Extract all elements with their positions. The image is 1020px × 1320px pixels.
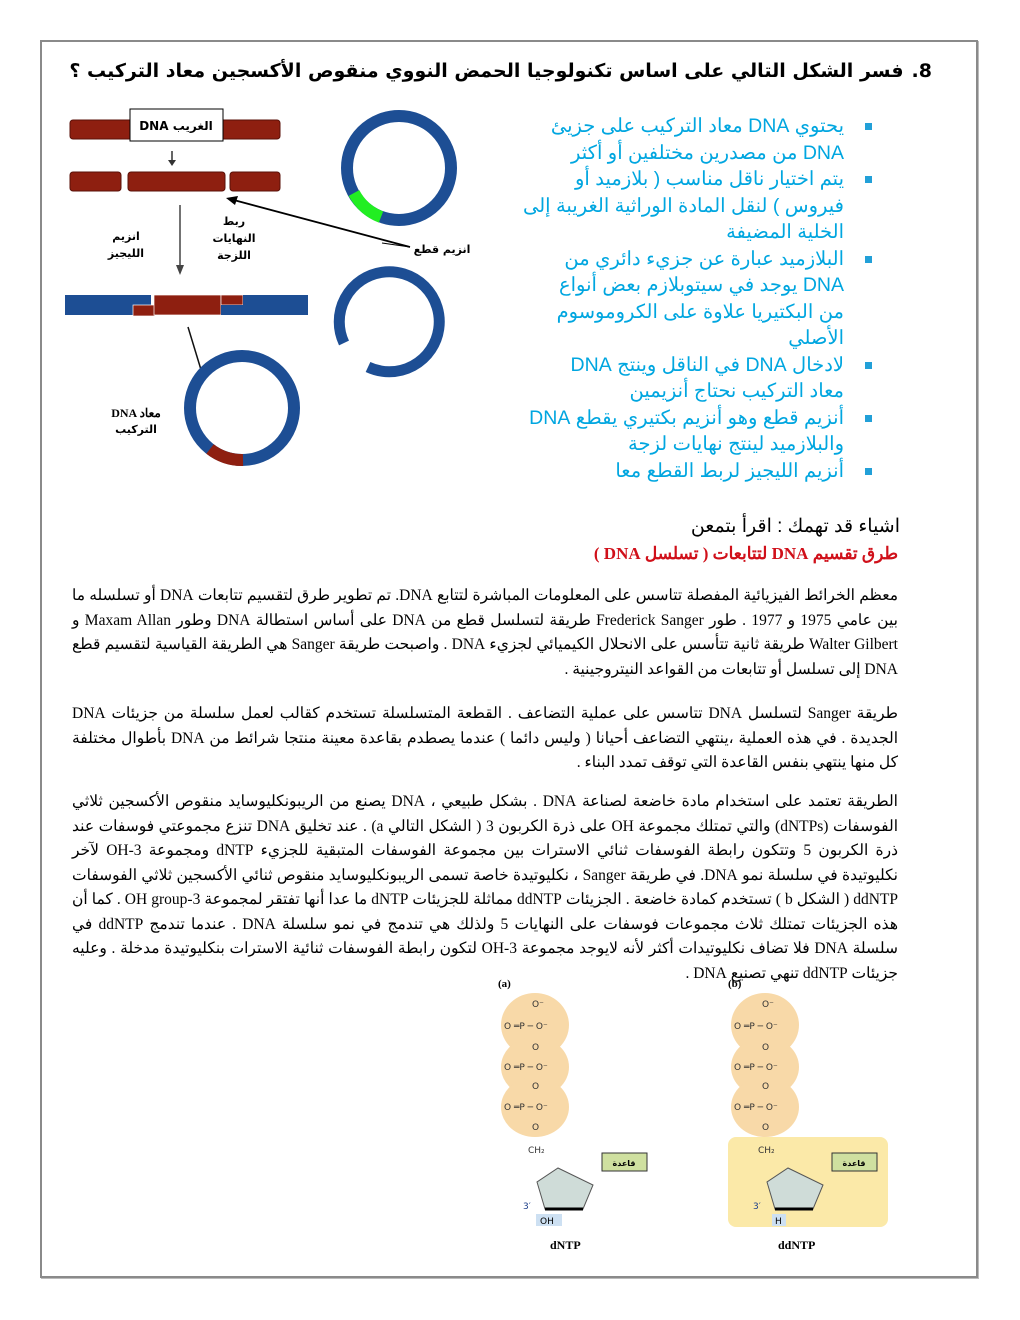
bullet-item: البلازميد عبارة عن جزيء دائري من DNA يوجد في سيتوبلازم بعض أنواع من البكتيريا علاوة على الكروموسوم الأصلي (520, 246, 878, 352)
bullet-square-icon (865, 468, 872, 475)
svg-text:النهايات: النهايات (212, 232, 256, 245)
svg-text:O⁻: O⁻ (762, 1000, 774, 1010)
fragment-left (70, 172, 121, 191)
section-subheading: طرق تقسيم DNA لتتابعات ( تسلسل DNA ) (593, 544, 898, 563)
svg-text:O⁻: O⁻ (532, 1000, 544, 1010)
svg-text:H: H (775, 1217, 782, 1227)
svg-text:O: O (532, 1082, 540, 1092)
foreign-dna-label: DNA الغريب (139, 119, 213, 133)
sticky-ends-label: ربط (222, 215, 246, 228)
bullet-square-icon (865, 256, 872, 263)
bullet-item: يحتوي DNA معاد التركيب على جزيئ DNA من مصدرين مختلفين أو أكثر (520, 113, 878, 166)
panel-label-b: (b) (728, 978, 742, 990)
insert-site (354, 193, 381, 217)
question-text: فسر الشكل التالي على اساس تكنولوجيا الحمض النووي منقوص الأكسجين معاد التركيب ؟ (69, 60, 904, 82)
question-title (69, 60, 932, 82)
svg-text:اللزجة: اللزجة (217, 249, 251, 262)
question-number: 8. (911, 60, 932, 82)
bullet-square-icon (865, 123, 872, 130)
svg-text:CH₂: CH₂ (528, 1146, 545, 1156)
svg-text:3′: 3′ (523, 1202, 531, 1212)
svg-text:3′: 3′ (753, 1202, 761, 1212)
svg-text:قاعدة: قاعدة (612, 1159, 636, 1168)
bullet-item: لادخال DNA في الناقل وينتج DNA معاد التركيب نحتاج أنزيمين (520, 352, 878, 405)
bullet-square-icon (865, 176, 872, 183)
svg-text:O ═P ─ O⁻: O ═P ─ O⁻ (504, 1063, 548, 1073)
svg-text:التركيب: التركيب (115, 423, 157, 436)
svg-text:O: O (762, 1043, 770, 1053)
bullet-item: يتم اختيار ناقل مناسب ( بلازميد أو فيروس ) لنقل المادة الوراثية الغريبة إلى الخلية المضيفة (520, 166, 878, 246)
bullet-item: أنزيم قطع وهو أنزيم بكتيري يقطع DNA والبلازميد لينتج نهايات لزجة (520, 405, 878, 458)
bullet-item: أنزيم الليجيز لربط القطع معا (520, 458, 878, 485)
bullet-square-icon (865, 415, 872, 422)
ddntp-structure (720, 975, 920, 1255)
paragraph-2: طريقة Sanger لتسلسل DNA تتاسس على عملية التضاعف . القطعة المتسلسلة تستخدم كقالب لعمل سلسلة من جزيئات DNA الجديدة . في هذه العملية ،ينتهي التضاعف أحيانا ( وليس دائما ) عندما يصطدم بقاعدة معينة منتجا شرائط من DNA بأطوال مختلفة كل منها ينتهي بنفس القاعدة التي توقف تمدد البناء . (72, 705, 898, 771)
fragment-middle (128, 172, 225, 191)
recombinant-dna-label: DNA معاد (111, 406, 161, 420)
fragment-right (230, 172, 280, 191)
svg-text:الليجيز: الليجيز (107, 247, 145, 260)
restriction-enzyme-label: انزيم قطع (413, 243, 471, 256)
svg-text:O ═P ─ O⁻: O ═P ─ O⁻ (734, 1103, 778, 1113)
paragraph-1: معظم الخرائط الفيزيائية المفصلة تتاسس على المعلومات المباشرة لتتابع DNA. تم تطوير طرق لتقسيم تتابعات DNA أو تسلسله ما بين عامي 1975 و 1977 . طور Frederick Sanger طريقة لتسلسل قطع من DNA على أساس استطالة DNA وطور Maxam Allan و Walter Gilbert طريقة ثانية تتأسس على الانحلال الكيميائي لجزيء DNA . واصبحت طريقة Sanger هي الطريقة القياسية لتقسيم قطع DNA إلى تسلسل أو تتابعات من القواعد النيتروجينية . (72, 587, 899, 678)
ddntp-label: ddNTP (778, 1238, 816, 1252)
ligase-label: انزيم (112, 230, 140, 243)
bullet-list (520, 113, 878, 484)
dntp-label: dNTP (550, 1238, 581, 1252)
svg-text:OH: OH (540, 1217, 554, 1227)
svg-text:O ═P ─ O⁻: O ═P ─ O⁻ (734, 1063, 778, 1073)
bullet-square-icon (865, 362, 872, 369)
svg-text:O: O (532, 1043, 540, 1053)
svg-text:O ═P ─ O⁻: O ═P ─ O⁻ (504, 1022, 548, 1032)
section-heading: اشياء قد تهمك : اقرأ بتمعن (690, 516, 900, 537)
svg-text:CH₂: CH₂ (758, 1146, 775, 1156)
recombinant-plasmid (190, 356, 294, 460)
svg-text:O: O (532, 1123, 540, 1133)
cut-plasmid (339, 272, 439, 372)
panel-label-a: (a) (498, 978, 511, 990)
recombinant-dna-diagram (60, 105, 480, 485)
svg-text:O ═P ─ O⁻: O ═P ─ O⁻ (734, 1022, 778, 1032)
svg-text:O: O (762, 1123, 770, 1133)
dntp-structure (490, 975, 690, 1255)
paragraph-3: الطريقة تعتمد على استخدام مادة خاضعة لصناعة DNA . بشكل طبيعي ، DNA يصنع من الريبونكليوسايد منقوص الأكسجين ثلاثي الفوسفات (dNTPs) والتي تمتلك مجموعة OH على ذرة الكربون 3 ( الشكل التالي a) . عند تخليق DNA تنزع مجموعتي فوسفات عند ذرة الكربون 5 وتتكون رابطة الفوسفات ثنائي الاسترات بين مجموعة الفوسفات المتبقية للجزيء dNTP ومجموعة 3-OH لآخر نكليوتيدة في سلسلة نمو DNA. في طريقة Sanger ، نكليوتيدة خاصة تسمى الريبونكليوسايد منقوص ثنائي الأكسجين ثلاثي الفوسفات ddNTP ( الشكل b ) تستخدم كمادة خاضعة . الجزيئات ddNTP مماثلة للجزيئات dNTP ما عدا أنها تفتقر لمجموعة 3-OH group . كما أن هذه الجزيئات تمتلك ثلاث مجموعات فوسفات على النهايات 5 ولذلك هي تندمج في نمو سلسلة DNA . عندما تندمج ddNTP في سلسلة DNA فلا تضاف نكليوتيدات أكثر لأنه لايوجد مجموعة 3-OH لتكون رابطة الفوسفات ثنائية الاسترات بنكليوتيدة مدخلة . وعليه جزيئات ddNTP تنهي تصنيع DNA . (72, 793, 899, 982)
svg-text:قاعدة: قاعدة (842, 1159, 866, 1168)
svg-text:O ═P ─ O⁻: O ═P ─ O⁻ (504, 1103, 548, 1113)
svg-text:O: O (762, 1082, 770, 1092)
